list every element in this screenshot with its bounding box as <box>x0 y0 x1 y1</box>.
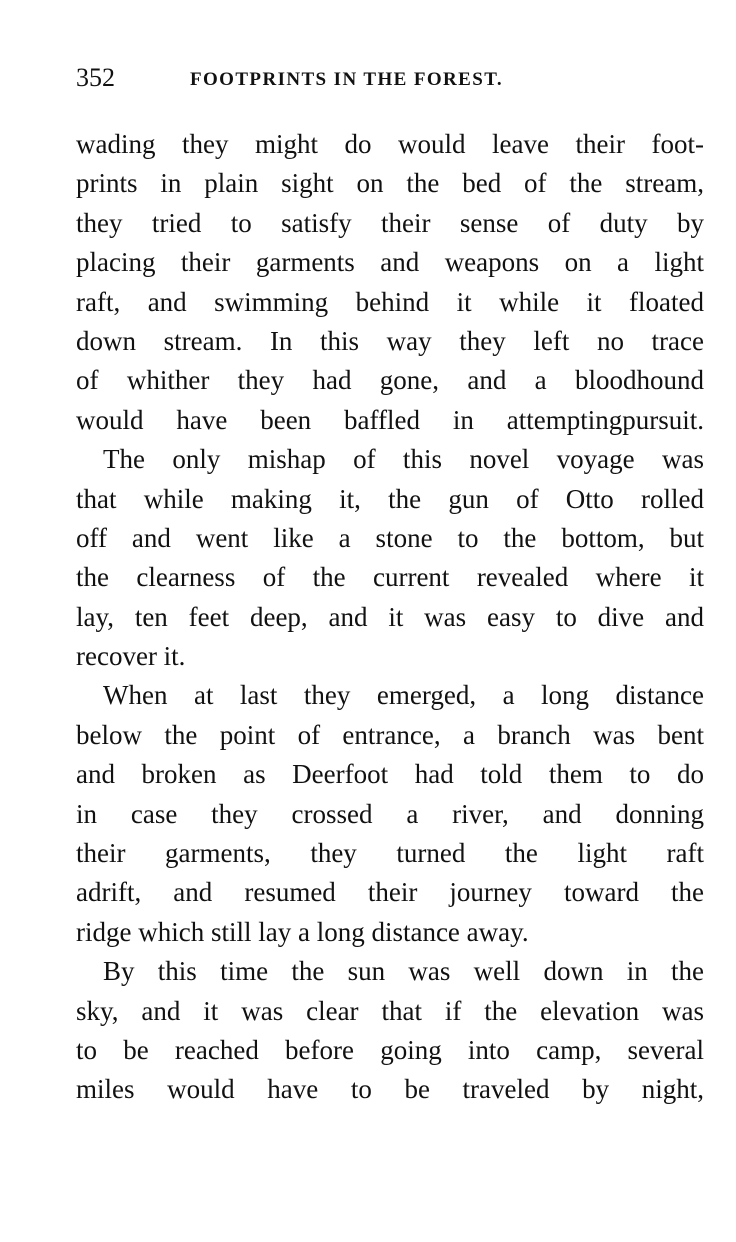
text-line: wading they might do would leave their foot- <box>76 129 704 159</box>
text-line: would have been baffled in attemptingpursuit. <box>76 404 704 435</box>
text-line: off and went like a stone to the bottom, but <box>76 522 704 553</box>
text-line: that while making it, the gun of Otto rolled <box>76 483 704 514</box>
text-line: lay, ten feet deep, and it was easy to dive and <box>76 601 704 632</box>
page-number: 352 <box>76 63 115 92</box>
running-title: FOOTPRINTS IN THE FOREST. <box>190 69 504 90</box>
paragraph-first-line: By this time the sun was well down in the <box>103 956 704 987</box>
running-head <box>76 60 704 96</box>
paragraph-last-line: recover it. <box>76 641 186 672</box>
text-line: below the point of entrance, a branch was bent <box>76 719 704 750</box>
text-line: down stream. In this way they left no trace <box>76 325 704 356</box>
text-line: sky, and it was clear that if the elevation was <box>76 995 704 1026</box>
text-line: prints in plain sight on the bed of the stream, <box>76 168 704 199</box>
text-line: they tried to satisfy their sense of duty by <box>76 207 704 238</box>
text-line: of whither they had gone, and a bloodhound <box>76 365 704 396</box>
text-line: raft, and swimming behind it while it floated <box>76 286 704 317</box>
body-text <box>76 125 704 1110</box>
text-line: the clearness of the current revealed where it <box>76 562 704 593</box>
text-line: and broken as Deerfoot had told them to do <box>76 759 704 790</box>
text-line: to be reached before going into camp, several <box>76 1034 704 1065</box>
book-page <box>76 0 704 1242</box>
text-line: adrift, and resumed their journey toward the <box>76 877 704 908</box>
paragraph-first-line: The only mishap of this novel voyage was <box>103 444 704 475</box>
text-line: in case they crossed a river, and donning <box>76 798 704 829</box>
paragraph-first-line: When at last they emerged, a long distance <box>103 680 704 711</box>
paragraph-last-line: ridge which still lay a long distance away. <box>76 916 529 947</box>
text-line: miles would have to be traveled by night, <box>76 1074 704 1105</box>
text-line: their garments, they turned the light raft <box>76 838 704 869</box>
text-line: placing their garments and weapons on a light <box>76 247 704 278</box>
